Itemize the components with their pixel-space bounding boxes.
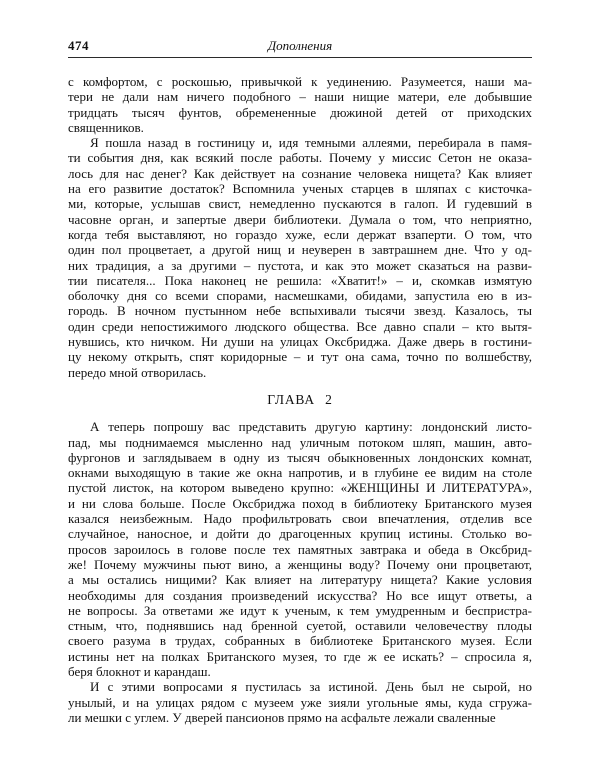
text-line: передо мной отворилась.	[68, 364, 207, 380]
text-line: необходимы для создания произведений искусства? Но все ищут ответы, а	[68, 587, 532, 603]
text-line: И с этими вопросами я пустилась за истиной. День был не сырой, но	[90, 679, 532, 695]
text-line: Я пошла назад в гостиницу и, идя темными аллеями, перебирала в памя-	[90, 135, 532, 151]
paragraph	[68, 74, 532, 135]
text-line: унылый, и на улицах рядом с музеем уже зияли угольные ямы, куда сгружа-	[68, 694, 532, 710]
text-line: городь. В ночном пустынном небе вспыхивали тысячи звезд. Казалось, ты	[68, 303, 532, 319]
text-line: священников.	[68, 119, 144, 135]
text-line: тридцать тысяч фунтов, обремененные дюжиной детей от приходских	[68, 104, 532, 120]
text-line: не вопросы. За ответами же идут к ученым, к тем умудренным и беспристра-	[68, 602, 532, 618]
text-line: своего разума в трудах, собранных в библиотеке Британского музея. Если	[68, 633, 532, 649]
text-line: ли мешки с углем. У дверей пансионов прямо на асфальте лежали сваленные	[68, 709, 496, 725]
text-body	[68, 74, 532, 725]
text-line: когда тебя выставляют, но гораздо хуже, если держат взаперти. О том, что	[68, 226, 532, 242]
text-line: часовне орган, и запертые двери библиотеки. Думала о том, что неприятно,	[68, 211, 532, 227]
text-line: пустой листок, на котором выведено крупно: «ЖЕНЩИНЫ И ЛИТЕРАТУРА»,	[68, 480, 532, 496]
text-line: ти события дня, как всякий после работы. Почему у миссис Сетон не оказа-	[68, 150, 532, 166]
paragraph	[68, 679, 532, 725]
text-line: случайное, наносное, и дойти до драгоценных крупиц истины. Столько во-	[68, 526, 532, 542]
text-line: А теперь попрошу вас представить другую картину: лондонский листо-	[90, 419, 532, 435]
text-line: тери не дали нам ничего подобного – наши нищие матери, еле добывшие	[68, 89, 532, 105]
text-line: истины нет на полках Британского музея, то где ж ее искать? – спросила я,	[68, 648, 532, 664]
text-line: на его развитие достаток? Вспомнила ученых старцев в шляпах с кисточка-	[68, 181, 532, 197]
text-line: просов зароилось в голове после тех памятных завтрака и обеда в Оксбрид-	[68, 541, 532, 557]
text-line: с комфортом, с роскошью, привычкой к уединению. Разумеется, наши ма-	[68, 74, 532, 89]
text-line: фургонов и заглядываем в одну из тысяч обыкновенных лондонских комнат,	[68, 449, 532, 465]
text-line: цу некому открыть, спят коридорные – и тут она сама, точно по волшебству,	[68, 349, 532, 365]
running-header	[68, 38, 532, 58]
text-line: один среди непостижимого людского общества. Все давно спали – кто вытя-	[68, 318, 532, 334]
text-line: и ни слова больше. После Оксбриджа поход в библиотеку Британского музея	[68, 495, 532, 511]
text-line: же! Почему мужчины пьют вино, а женщины воду? Почему они процветают,	[68, 556, 532, 572]
text-line: один пол процветает, а другой нищ и неуверен в завтрашнем дне. Что у од-	[68, 242, 532, 258]
text-line: лось для нас денег? Как действует на сознание человека нищета? Как влияет	[68, 165, 532, 181]
text-line: стным, что, поднявшись над бренной суетой, оставили человечеству плоды	[68, 618, 532, 634]
text-line: тии писателя... Пока наконец не решила: «Хватит!» – и, скомкав измятую	[68, 272, 532, 288]
text-line: оболочку дня со всеми спорами, насмешками, обидами, запустила ею в из-	[68, 288, 532, 304]
text-line: пад, мы поднимаемся мысленно над уличным потоком шляп, машин, авто-	[68, 434, 532, 450]
paragraph	[68, 419, 532, 679]
paragraph	[68, 135, 532, 380]
page-number: 474	[68, 38, 89, 53]
text-line: них традиция, а за другими – пустота, и как это может сказаться на разви-	[68, 257, 532, 273]
text-line: ми, которые, услышав свист, немедленно пускаются в галоп. И гудевший в	[68, 196, 532, 212]
text-line: а мы остались нищими? Как влияет на литературу нищета? Какие условия	[68, 572, 532, 588]
chapter-heading: ГЛАВА 2	[267, 391, 333, 407]
text-line: окнами выходящую в такие же окна напротив, и в глубине ее видим на столе	[68, 465, 532, 481]
text-line: казался неизбежным. Надо профильтровать свои впечатления, отделив все	[68, 511, 532, 527]
text-line: беря блокнот и карандаш.	[68, 663, 211, 679]
running-title: Дополнения	[267, 38, 333, 53]
text-line: нувшись, кто ничком. Ни души на улицах Оксбриджа. Даже дверь в гостини-	[68, 334, 532, 350]
